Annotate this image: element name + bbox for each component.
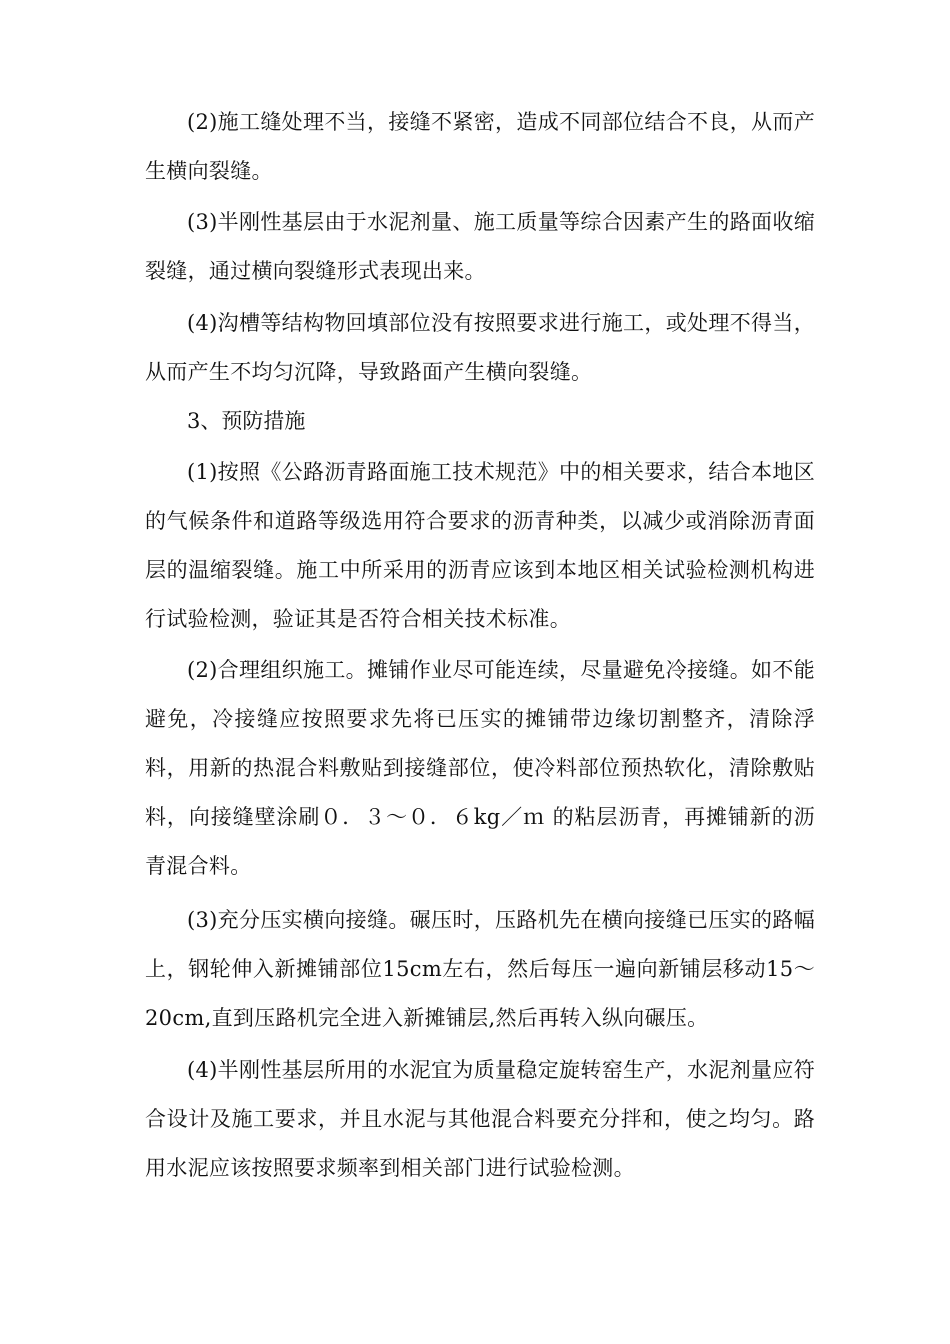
paragraph-construction-organization: (2)合理组织施工。摊铺作业尽可能连续，尽量避免冷接缝。如不能避免，冷接缝应按照要求先将已压实的摊铺带边缘切割整齐，清除浮料，用新的热混合料敷贴到接缝部位，使冷料部位预热软化，清除敷贴料，向接缝壁涂刷０．３～０．６kg／ｍ 的粘层沥青，再摊铺新的沥青混合料。 (145, 658, 815, 878)
paragraph-asphalt-selection: (1)按照《公路沥青路面施工技术规范》中的相关要求，结合本地区的气候条件和道路等级选用符合要求的沥青种类，以减少或消除沥青面层的温缩裂缝。施工中所采用的沥青应该到本地区相关试验检测机构进行试验检测，验证其是否符合相关技术标准。 (145, 460, 815, 631)
paragraph-construction-joint: (2)施工缝处理不当，接缝不紧密，造成不同部位结合不良，从而产生横向裂缝。 (145, 110, 815, 183)
paragraph-trench-backfill: (4)沟槽等结构物回填部位没有按照要求进行施工，或处理不得当，从而产生不均匀沉降，导致路面产生横向裂缝。 (145, 311, 815, 384)
paragraph-cement-quality: (4)半刚性基层所用的水泥宜为质量稳定旋转窑生产，水泥剂量应符合设计及施工要求，并且水泥与其他混合料要充分拌和，使之均匀。路用水泥应该按照要求频率到相关部门进行试验检测。 (145, 1058, 815, 1180)
paragraph-semi-rigid-base-shrinkage: (3)半刚性基层由于水泥剂量、施工质量等综合因素产生的路面收缩裂缝，通过横向裂缝形式表现出来。 (145, 210, 815, 283)
section-heading-prevention: 3、预防措施 (187, 409, 306, 433)
paragraph-compaction: (3)充分压实横向接缝。碾压时，压路机先在横向接缝已压实的路幅上，钢轮伸入新摊铺部位15cm左右，然后每压一遍向新铺层移动15～20cm,直到压路机完全进入新摊铺层,然后再转入纵向碾压。 (145, 908, 815, 1030)
